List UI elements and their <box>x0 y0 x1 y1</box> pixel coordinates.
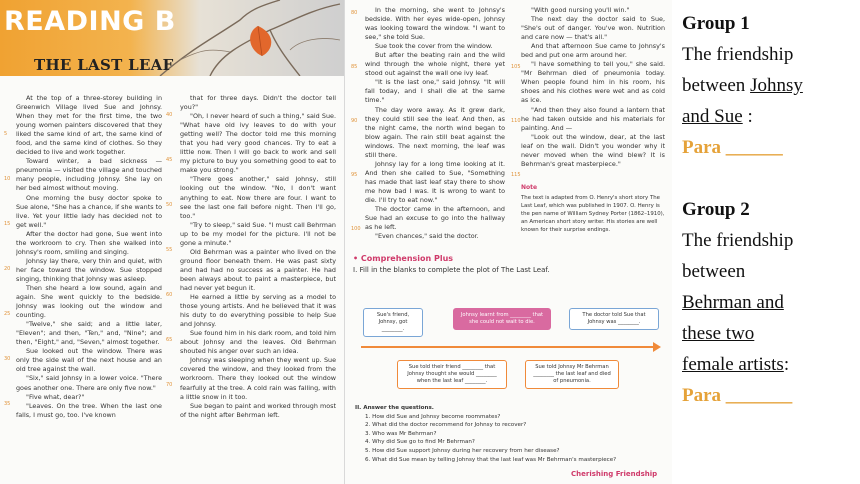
story-paragraph: After the doctor had gone, Sue went into the workroom to cry. Then she walked into Johnsy's room, smiling and singing. <box>16 229 162 256</box>
line-number: 55 <box>166 247 173 253</box>
story-paragraph: At the top of a three-storey building in Greenwich Village lived Sue and Johnsy. When they met for the first time, the two young women painters discovered that they liked the same kind of art, the same kind of food, and the same kind of clothes. So they decided to live and work together. <box>16 94 162 157</box>
question-item: 4. Why did Sue go to find Mr Behrman? <box>365 439 475 446</box>
timeline-line <box>361 346 653 348</box>
group2-heading: Group 2 <box>682 199 750 220</box>
line-number: 5 <box>4 131 8 137</box>
group2-line5: female artists: <box>682 354 790 375</box>
plot-box-2: Johnsy learnt from ________ that she could not wait to die. <box>453 308 551 330</box>
group2-para-blank: Para _______ <box>682 385 793 406</box>
line-number: 105 <box>511 64 521 70</box>
note-text: The text is adapted from O. Henry's short story The Last Leaf, which was published in 1907. O. Henry is the pen name of William Sydney Porter (1862–1910), an American short story writer. His stories are well known for their surprise endings. <box>521 195 665 233</box>
story-paragraph: "Six," said Johnsy in a lower voice. "There goes another one. There are only five now." <box>16 374 162 392</box>
line-number: 10 <box>4 176 11 182</box>
group2-line2: between <box>682 261 746 282</box>
line-number: 60 <box>166 292 173 298</box>
story-paragraph: that for three days. Didn't the doctor tell you?" <box>180 94 336 112</box>
story-paragraph: "Try to sleep," said Sue. "I must call Behrman up to be my model for the picture. I'll not be gone a minute." <box>180 220 336 247</box>
story-paragraph: He earned a little by serving as a model to those young artists. And he believed that it was his duty to do everything possible to help Sue and Johnsy. <box>180 293 336 329</box>
line-number: 100 <box>351 226 361 232</box>
story-paragraph: "Twelve," she said; and a little later, "Eleven"; and then, "Ten," and, "Nine"; and then, "Eight," and, "Seven," almost together. <box>16 320 162 347</box>
tree-leaf-illustration <box>150 0 344 76</box>
line-number: 95 <box>351 172 358 178</box>
story-paragraph: "I have something to tell you," she said. "Mr Behrman died of pneumonia today. When people found him in his room, his shoes and his clothes were wet and as cold as ice. <box>521 60 665 105</box>
line-number: 30 <box>4 356 11 362</box>
questions-list <box>355 404 665 464</box>
story-paragraph: "Look out the window, dear, at the last leaf on the wall. Didn't you wonder why it never moved when the wind blew? It is Behrman's great masterpiece." <box>521 132 665 168</box>
line-number: 70 <box>166 382 173 388</box>
question-item: 1. How did Sue and Johnsy become roommates? <box>365 413 501 420</box>
story-paragraph: "With good nursing you'll win." <box>531 6 630 14</box>
story-paragraph: Sue took the cover from the window. <box>375 42 493 51</box>
fill-blanks-instruction: I. Fill in the blanks to complete the plot of The Last Leaf. <box>353 266 550 274</box>
questions-heading: II. Answer the questions. <box>355 405 434 411</box>
story-column-1 <box>16 94 162 468</box>
story-paragraph: "Leaves. On the tree. When the last one falls, I must go, too. I've known <box>16 401 162 419</box>
question-item: 5. How did Sue support Johnsy during her recovery from her disease? <box>365 447 560 454</box>
comprehension-title: • Comprehension Plus <box>353 254 454 263</box>
plot-flow-diagram <box>357 302 661 394</box>
line-number: 85 <box>351 64 358 70</box>
story-paragraph: "Even chances," said the doctor. <box>375 232 479 241</box>
story-paragraph: Old Behrman was a painter who lived on the ground floor beneath them. He was past sixty and had had no success as a painter. He had been always about to paint a masterpiece, but had never yet begun it. <box>180 247 336 292</box>
unit-footer-label: Cherishing Friendship <box>571 470 658 478</box>
story-column-2 <box>180 94 336 478</box>
line-number: 50 <box>166 202 173 208</box>
reading-b-label: READING B <box>4 6 176 37</box>
group-notes-panel <box>672 0 860 484</box>
story-column-4 <box>521 6 665 170</box>
question-item: 3. Who was Mr Behrman? <box>365 430 437 437</box>
story-paragraph: Sue began to paint and worked through most of the night after Behrman left. <box>180 401 336 419</box>
group1-para-blank: Para ______ <box>682 137 783 158</box>
group1-line1: The friendship <box>682 44 794 65</box>
story-paragraph: "Five what, dear?" <box>26 392 85 401</box>
line-number: 80 <box>351 10 358 16</box>
line-number: 15 <box>4 221 11 227</box>
story-paragraph: One morning the busy doctor spoke to Sue alone, "She has a chance, if she wants to live. Yet your little lady has decided not to get well." <box>16 193 162 229</box>
story-paragraph: The day wore away. As it grew dark, they could still see the leaf. And then, as the night came, the north wind began to blow again. The rain still beat against the windows. The next morning, the leaf was still there. <box>365 105 505 159</box>
group1-heading: Group 1 <box>682 13 750 34</box>
story-paragraph: Johnsy was sleeping when they went up. Sue covered the window, and they looked from the workroom. There they looked out the window fearfully at the tree. A cold rain was falling, with a little snow in it too. <box>180 356 336 401</box>
story-paragraph: "And then they also found a lantern that he had taken outside and his materials for painting. And — <box>521 105 665 132</box>
story-paragraph: And that afternoon Sue came to Johnsy's bed and put one arm around her. <box>521 42 665 60</box>
line-number: 35 <box>4 401 11 407</box>
story-paragraph: Johnsy lay for a long time looking at it. And then she called to Sue, "Something has made that last leaf stay there to show me how bad I was. It is wrong to want to die. I'll try to eat now." <box>365 159 505 204</box>
right-textbook-page <box>344 0 673 484</box>
story-paragraph: "It is the last one," said Johnsy. "It will fall today, and I shall die at the same time." <box>365 78 505 105</box>
story-paragraph: Toward winter, a bad sickness — pneumonia — visited the village and touched many people, including Johnsy. She lay on her bed almost without moving. <box>16 157 162 193</box>
group1-line3: and Sue : <box>682 106 753 127</box>
plot-box-3: The doctor told Sue that Johnsy was ________. <box>569 308 659 330</box>
plot-box-4: Sue told their friend ________ that Johnsy thought she would ________ when the last leaf ________. <box>397 360 507 389</box>
group2-line3: Behrman and <box>682 292 784 313</box>
line-number: 40 <box>166 112 173 118</box>
line-number: 115 <box>511 172 521 178</box>
group1-line2: between Johnsy <box>682 75 803 96</box>
story-paragraph: Sue looked out the window. There was only the side wall of the next house and an old tree against the wall. <box>16 347 162 374</box>
note-title: Note <box>521 184 538 191</box>
line-number: 90 <box>351 118 358 124</box>
line-number: 25 <box>4 311 11 317</box>
plot-box-1: Sue's friend, Johnsy, got ________. <box>363 308 423 337</box>
question-item: 2. What did the doctor recommend for Johnsy to recover? <box>365 422 527 429</box>
line-number: 45 <box>166 157 173 163</box>
story-paragraph: The next day the doctor said to Sue, "She's out of danger. You've won. Nutrition and care now — that's all." <box>521 15 665 42</box>
line-number: 110 <box>511 118 521 124</box>
group2-line1: The friendship <box>682 230 794 251</box>
story-paragraph: Johnsy lay there, very thin and quiet, with her face toward the window. Sue stopped singing, thinking that Johnsy was asleep. <box>16 256 162 283</box>
line-number: 65 <box>166 337 173 343</box>
story-paragraph: But after the beating rain and the wild wind through the whole night, there yet stood out against the wall one ivy leaf. <box>365 51 505 78</box>
plot-box-5: Sue told Johnsy Mr Behrman ________ the last leaf and died of pneumonia. <box>525 360 619 389</box>
and-sue-underline: and Sue <box>682 106 743 127</box>
group2-line4: these two <box>682 323 755 344</box>
line-number: 20 <box>4 266 11 272</box>
timeline-arrow-icon <box>653 342 661 352</box>
left-textbook-page <box>0 0 344 484</box>
story-paragraph: Sue found him in his dark room, and told him about Johnsy and the leaves. Old Behrman shouted his anger over such an idea. <box>180 329 336 356</box>
question-item: 6. What did Sue mean by telling Johnsy that the last leaf was Mr Behrman's masterpiece? <box>365 456 617 463</box>
story-paragraph: The doctor came in the afternoon, and Sue had an excuse to go into the hallway as he left. <box>365 205 505 232</box>
story-paragraph: "There goes another," said Johnsy, still looking out the window. "No, I don't want anything to eat. Now there are four. I want to see the last one fall before night. Then I'll go, too." <box>180 175 336 220</box>
story-title: THE LAST LEAF <box>34 56 174 74</box>
johnsy-underline: Johnsy <box>750 75 803 96</box>
story-paragraph: Then she heard a low sound, again and again. She went quickly to the bedside. Johnsy was looking out the window and counting. <box>16 283 162 320</box>
story-paragraph: "Oh, I never heard of such a thing," said Sue. "What have old ivy leaves to do with your getting well? The doctor told me this morning that you had very good chances. Try to eat a little now. Then I will go back to work and sell my picture to buy you something good to eat to make you strong." <box>180 112 336 175</box>
story-column-3 <box>365 6 505 250</box>
story-paragraph: In the morning, she went to Johnsy's bedside. With her eyes wide-open, Johnsy was looking toward the window. "I want to see," she told Sue. <box>365 6 505 42</box>
